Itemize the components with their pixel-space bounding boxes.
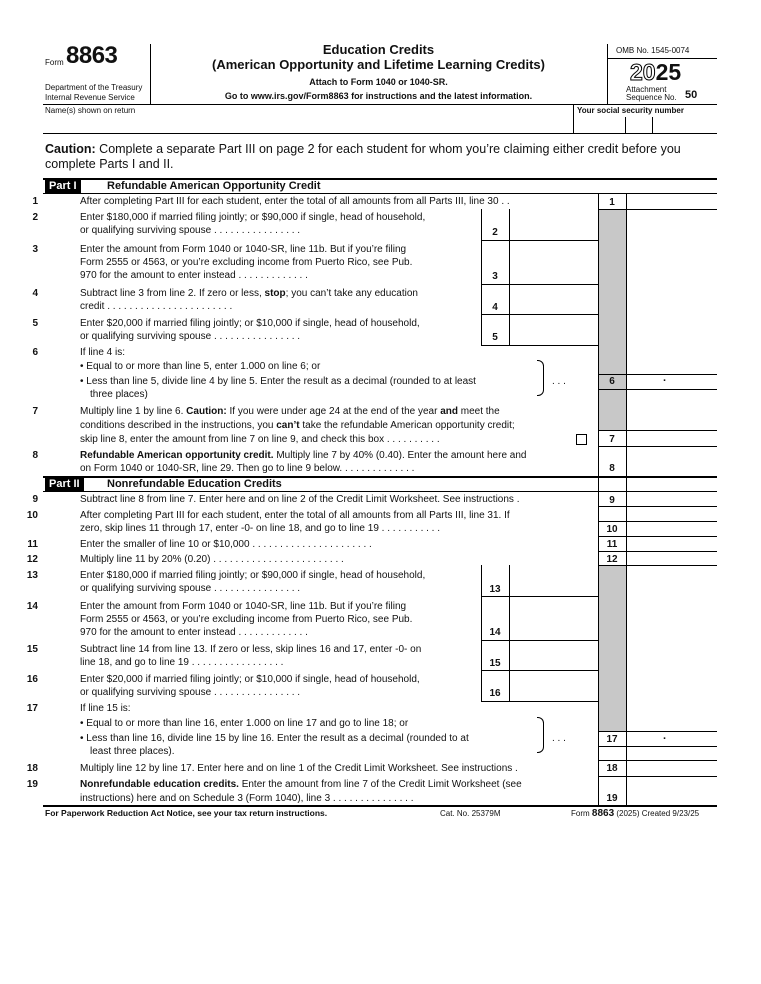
line-12-amount-field[interactable] [627, 552, 717, 565]
tax-year-bold: 25 [655, 59, 682, 85]
line-17-option-2: • Less than line 16, divide line 15 by line 16. Enter the result as a decimal (rounded to at [80, 733, 469, 744]
line-4-text-cont: credit . . . . . . . . . . . . . . . . . . . . . . . [80, 301, 233, 312]
line-9-number: 9 [32, 494, 38, 505]
line-13-box-label: 13 [489, 584, 501, 595]
caution-label: Caution: [45, 142, 96, 156]
line-5-text: Enter $20,000 if married filing jointly; or $10,000 if single, head of household, [80, 318, 420, 329]
line-1-text: After completing Part III for each student, enter the total of all amounts from all Parts III, line 30 . . [80, 196, 510, 207]
footer-form-id: Form 8863 (2025) Created 9/23/25 [571, 808, 700, 819]
line-8-amount-field[interactable] [627, 447, 717, 476]
line-12-number: 12 [26, 554, 38, 565]
line-14-text: Enter the amount from Form 1040 or 1040-SR, line 11b. But if you’re filing [80, 601, 407, 612]
name-field[interactable] [43, 116, 573, 132]
line-4-box-label: 4 [492, 302, 498, 313]
line-11-box-label: 11 [606, 539, 618, 550]
line-15-number: 15 [26, 644, 38, 655]
part2-tag: Part II [45, 478, 84, 491]
line-10-amount-field[interactable] [627, 507, 717, 536]
line-7-text-cont1: conditions described in the instructions, you can’t take the refundable American opportunity credit; [80, 420, 515, 431]
line-5-box-label: 5 [492, 332, 498, 343]
line-7-text-cont2: skip line 8, enter the amount from line 7 on line 9, and check this box . . . . . . . . . . [80, 434, 440, 445]
line-19-amount-field[interactable] [627, 777, 717, 805]
line-10-number: 10 [26, 510, 38, 521]
line-16-text: Enter $20,000 if married filing jointly; or $10,000 if single, head of household, [80, 674, 420, 685]
line-19-text: Nonrefundable education credits. Enter the amount from line 7 of the Credit Limit Worksheet (see [80, 779, 522, 790]
line-14-text-cont1: Form 2555 or 4563, or you’re excluding income from Puerto Rico, see Pub. [80, 614, 413, 625]
line-9-box-label: 9 [609, 495, 615, 506]
line-17-text: If line 15 is: [80, 703, 131, 714]
line-17-option-2-cont: least three places). [90, 746, 175, 757]
line-10-text: After completing Part III for each student, enter the total of all amounts from all Parts III, line 31. If [80, 510, 510, 521]
line-15-box-label: 15 [489, 658, 501, 669]
line-6-number: 6 [32, 347, 38, 358]
line-19-box-label: 19 [606, 793, 618, 804]
line-14-number: 14 [26, 601, 38, 612]
attach-instruction: Attach to Form 1040 or 1040-SR. [309, 77, 448, 87]
line-6-option-2-cont: three places) [90, 389, 148, 400]
line-13-amount-field[interactable] [510, 566, 598, 596]
line-1-number: 1 [32, 196, 38, 207]
line-16-amount-field[interactable] [510, 671, 598, 701]
department-name: Department of the Treasury [45, 83, 143, 92]
line-12-text: Multiply line 11 by 20% (0.20) . . . . . . . . . . . . . . . . . . . . . . . . [80, 554, 344, 565]
line-4-amount-field[interactable] [510, 285, 598, 314]
line-11-amount-field[interactable] [627, 537, 717, 551]
website-instruction: Go to www.irs.gov/Form8863 for instructions and the latest information. [224, 91, 533, 101]
line-14-amount-field[interactable] [510, 597, 598, 640]
line-16-box-label: 16 [489, 688, 501, 699]
line-17-amount-field[interactable] [627, 732, 717, 746]
line-3-text-cont1: Form 2555 or 4563, or you’re excluding income from Puerto Rico, see Pub. [80, 257, 413, 268]
line-7-number: 7 [32, 406, 38, 417]
line-3-number: 3 [32, 244, 38, 255]
line-13-text-cont: or qualifying surviving spouse . . . . . . . . . . . . . . . . [80, 583, 301, 594]
form-word: Form [45, 58, 64, 67]
line-9-text: Subtract line 8 from line 7. Enter here and on line 2 of the Credit Limit Worksheet. See instructions . [80, 494, 520, 505]
line-3-amount-field[interactable] [510, 241, 598, 284]
line-7-box-label: 7 [609, 434, 615, 445]
line-11-text: Enter the smaller of line 10 or $10,000 . . . . . . . . . . . . . . . . . . . . . . [80, 539, 372, 550]
line-5-number: 5 [32, 318, 38, 329]
ssn-label: Your social security number [577, 106, 684, 115]
line-18-text: Multiply line 12 by line 17. Enter here and on line 1 of the Credit Limit Worksheet. See instructions . [80, 763, 518, 774]
line-2-text: Enter $180,000 if married filing jointly; or $90,000 if single, head of household, [80, 212, 426, 223]
form-number: 8863 [66, 42, 118, 69]
tax-year [630, 60, 681, 84]
form-title: Education Credits [322, 42, 435, 57]
line-17-brace [537, 717, 544, 753]
line-13-text: Enter $180,000 if married filing jointly; or $90,000 if single, head of household, [80, 570, 426, 581]
line-18-box-label: 18 [606, 763, 618, 774]
line-6-option-2: • Less than line 5, divide line 4 by line 5. Enter the result as a decimal (rounded to at least [80, 376, 476, 387]
line-2-amount-field[interactable] [510, 210, 598, 240]
line-8-box-label: 8 [609, 463, 615, 474]
line-7-checkbox[interactable] [576, 434, 587, 445]
attachment-label: Attachment [626, 85, 667, 94]
line-15-text-cont: line 18, and go to line 19 . . . . . . . . . . . . . . . . . [80, 657, 284, 668]
line-6-brace [537, 360, 544, 396]
line-9-amount-field[interactable] [627, 492, 717, 506]
sequence-number: 50 [685, 89, 698, 101]
line-6-box-label: 6 [609, 376, 615, 387]
part1-title: Refundable American Opportunity Credit [107, 180, 321, 192]
line-18-number: 18 [26, 763, 38, 774]
tax-year-outline: 20 [630, 59, 656, 85]
line-10-box-label: 10 [606, 524, 618, 535]
ssn-field[interactable] [574, 116, 717, 132]
line-2-number: 2 [32, 212, 38, 223]
line-4-number: 4 [32, 288, 38, 299]
line-5-amount-field[interactable] [510, 315, 598, 345]
line-8-text: Refundable American opportunity credit. Multiply line 7 by 40% (0.40). Enter the amount here and [80, 450, 527, 461]
line-17-option-1: • Equal to or more than line 16, enter 1.000 on line 17 and go to line 18; or [80, 718, 409, 729]
line-2-box-label: 2 [492, 227, 498, 238]
omb-number: OMB No. 1545-0074 [616, 46, 690, 55]
line-15-amount-field[interactable] [510, 641, 598, 670]
line-6-leader-dots: . . . [552, 376, 566, 387]
line-16-text-cont: or qualifying surviving spouse . . . . . . . . . . . . . . . . [80, 687, 301, 698]
line-6-amount-field[interactable] [627, 375, 717, 389]
caution-line2: complete Parts I and II. [45, 157, 174, 171]
part2-title: Nonrefundable Education Credits [107, 478, 282, 490]
line-16-number: 16 [26, 674, 38, 685]
line-6-decimal-point: . [663, 372, 667, 384]
line-6-option-1: • Equal to or more than line 5, enter 1.000 on line 6; or [80, 361, 321, 372]
line-14-box-label: 14 [489, 627, 501, 638]
line-3-text: Enter the amount from Form 1040 or 1040-SR, line 11b. But if you’re filing [80, 244, 407, 255]
line-8-number: 8 [32, 450, 38, 461]
line-2-text-cont: or qualifying surviving spouse . . . . . . . . . . . . . . . . [80, 225, 301, 236]
line-17-decimal-point: . [663, 730, 667, 742]
line-15-text: Subtract line 14 from line 13. If zero or less, skip lines 16 and 17, enter -0- on [80, 644, 422, 655]
line-17-leader-dots: . . . [552, 733, 566, 744]
line-4-text: Subtract line 3 from line 2. If zero or less, stop; you can’t take any education [80, 288, 418, 299]
line-6-text: If line 4 is: [80, 347, 126, 358]
sequence-label: Sequence No. [626, 93, 677, 102]
form-subtitle: (American Opportunity and Lifetime Learning Credits) [212, 57, 545, 72]
line-17-box-label: 17 [606, 734, 618, 745]
line-11-number: 11 [27, 539, 38, 550]
line-3-text-cont2: 970 for the amount to enter instead . . . . . . . . . . . . . [80, 270, 308, 281]
line-3-box-label: 3 [492, 271, 498, 282]
catalog-number: Cat. No. 25379M [440, 809, 501, 818]
name-label: Name(s) shown on return [45, 106, 136, 115]
line-17-number: 17 [26, 703, 38, 714]
line-7-text: Multiply line 1 by line 6. Caution: If you were under age 24 at the end of the year and meet the [80, 406, 500, 417]
line-19-number: 19 [26, 779, 38, 790]
part1-tag: Part I [45, 180, 81, 193]
line-5-text-cont: or qualifying surviving spouse . . . . . . . . . . . . . . . . [80, 331, 301, 342]
caution-line1: Caution: Complete a separate Part III on page 2 for each student for whom you’re claiming either credit before you [45, 142, 681, 156]
agency-name: Internal Revenue Service [45, 93, 135, 102]
line-14-text-cont2: 970 for the amount to enter instead . . . . . . . . . . . . . [80, 627, 308, 638]
line-19-text-cont: instructions) here and on Schedule 3 (Form 1040), line 3 . . . . . . . . . . . . . . . [80, 793, 414, 804]
line-8-text-cont: on Form 1040 or 1040-SR, line 29. Then go to line 9 below. . . . . . . . . . . . . . [80, 463, 415, 474]
line-18-amount-field[interactable] [627, 761, 717, 776]
line-1-amount-field[interactable] [627, 194, 717, 209]
line-13-number: 13 [26, 570, 38, 581]
line-10-text-cont: zero, skip lines 11 through 17, enter -0- on line 18, and go to line 19 . . . . . . . . . . . [80, 523, 441, 534]
line-1-box-label: 1 [609, 197, 615, 208]
line-7-amount-field[interactable] [627, 431, 717, 446]
paperwork-notice: For Paperwork Reduction Act Notice, see your tax return instructions. [45, 808, 328, 818]
line-12-box-label: 12 [606, 554, 618, 565]
